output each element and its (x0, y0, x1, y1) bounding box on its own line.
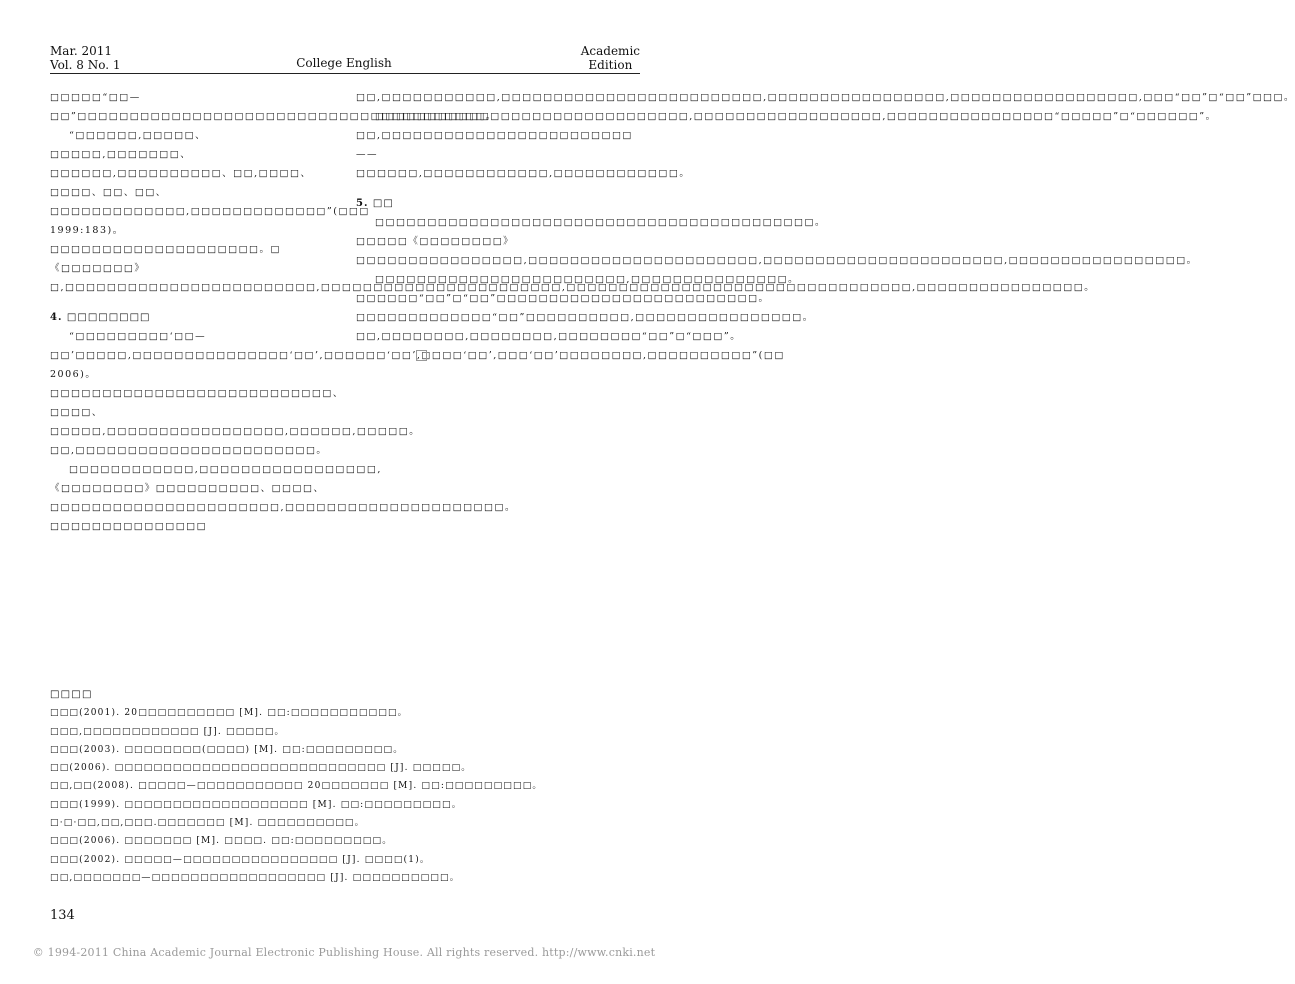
section-heading-5: 5. □□ (356, 198, 394, 209)
edition-line2: Edition (588, 58, 633, 72)
edition-line1: Academic (580, 44, 640, 58)
reference-item: □□(2006). □□□□□□□□□□□□□□□□□□□□□□□□□□□□ [J]. □□□□□。 (50, 763, 472, 774)
section-heading-4: 4. □□□□□□□□ (50, 312, 151, 323)
copyright-footer: © 1994-2011 China Academic Journal Electronic Publishing House. All rights reserved. http://www.cnki.net (32, 946, 656, 959)
paragraph: □□□□□□□□□□□□□□□□□□□□□□□□□□□□□□□□□□□□□□□□□□。□□□□□《□□□□□□□□》□□□□□□□□□□□□□□□□,□□□□□□□□□□□□□□□□□□□□□□,□□□□□□□□□□□□□□□□□□□□□□□,□□□□□□□□□□□□□□□□□。 (356, 217, 1198, 266)
references (50, 686, 650, 887)
reference-item: □□,□□□□□□□—□□□□□□□□□□□□□□□□□□ [J]. □□□□□□□□□□。 (50, 872, 460, 883)
issue-volume: Vol. 8 No. 1 (50, 58, 121, 72)
paragraph: □□□□□□□□□□□□□□□□□□□□□□□□□□□□□□,□□□□□□□□□□□□□□□□□□,□□□□□□□□□□□□□□□□“□□□□□”□“□□□□□□”。□□,□□□□□□□□□□□□□□□□□□□□□□□□——□□□□□□,□□□□□□□□□□□□,□□□□□□□□□□□□。 (356, 111, 1217, 179)
reference-item: □□□(2002). □□□□□—□□□□□□□□□□□□□□□□ [J]. □□□□(1)。 (50, 854, 431, 865)
references-title: □□□□ (50, 689, 93, 700)
reference-item: □□□,□□□□□□□□□□□□ [J]. □□□□□。 (50, 726, 285, 737)
paragraph-text: □□□□□□□□□□□□□□□□□□□□□□□□,□□□□□□□□□□□□□□□。□□□□□□“□□”□“□□”□□□□□□□□□□□□□□□□□□□□□□□□□。□□□□□□□□□□□□□“□□”□□□□□□□□□□,□□□□□□□□□□□□□□□□。□□,□□□□□□□□,□□□□□□□□,□□□□□□□□“□□”□“□□□”。 (356, 274, 814, 342)
paragraph: □□□□□“□□—□□”□□□□□□□□□□□□□□□□□□□□□□□□□□□□□□□□□□□□□□□。 (50, 92, 497, 122)
issue-date: Mar. 2011 (50, 44, 113, 58)
journal-edition (581, 44, 640, 72)
journal-title: College English (296, 56, 392, 70)
header-rule (50, 73, 640, 74)
reference-item: □□,□□(2008). □□□□□—□□□□□□□□□□□ 20□□□□□□□ [M]. □□:□□□□□□□□□。 (50, 781, 543, 792)
left-column (50, 88, 1096, 536)
paragraph: “□□□□□□□□□‘□□—□□’□□□□□,□□□□□□□□□□□□□□□‘□□’,□□□□□□‘□□’,□□□□‘□□’,□□□‘□□’□□□□□□□□,□□□□□□□□□□”(□□ 2006)。□□□□□□□□□□□□□□□□□□□□□□□□□□□、□□□□、□□□□□,□□□□□□□□□□□□□□□□□,□□□□□□,□□□□□。□□,□□□□□□□□□□□□□□□□□□□□□□□。 (50, 331, 785, 456)
paragraph: “□□□□□□,□□□□□、□□□□□,□□□□□□□、□□□□□□,□□□□□□□□□□、□□,□□□□、□□□□、□□、□□、□□□□□□□□□□□□□,□□□□□□□□□□□□□”(□□□ 1999:183)。□□□□□□□□□□□□□□□□□□□□。□《□□□□□□□》□,□□□□□□□□□□□□□□□□□□□□□□□□,□□□□□□□□□□□□□□□□□□□□□□□,□□□□□□□□□□□□□□□□□□□□□□□□□□□□□□□□□,□□□□□□□□□□□□□□□□。 (50, 130, 1096, 293)
reference-item: □□□(2003). □□□□□□□□(□□□□) [M]. □□:□□□□□□□□□。 (50, 744, 404, 755)
reference-item: □□□(1999). □□□□□□□□□□□□□□□□□□□ [M]. □□:□□□□□□□□□。 (50, 799, 462, 810)
end-of-article-mark (416, 350, 427, 361)
reference-item: □□□(2006). □□□□□□□ [M]. □□□□. □□:□□□□□□□□□。 (50, 836, 393, 847)
paragraph: □□□□□□□□□□□□,□□□□□□□□□□□□□□□□□,《□□□□□□□□》□□□□□□□□□□、□□□□、□□□□□□□□□□□□□□□□□□□□□□,□□□□□□□□□□□□□□□□□□□□□。□□□□□□□□□□□□□□□ (50, 464, 516, 532)
reference-item: □□□(2001). 20□□□□□□□□□□ [M]. □□:□□□□□□□□□□□。 (50, 708, 408, 719)
reference-item: □·□·□□,□□,□□□.□□□□□□□ [M]. □□□□□□□□□□。 (50, 818, 365, 829)
paragraph: □□,□□□□□□□□□□□,□□□□□□□□□□□□□□□□□□□□□□□□□,□□□□□□□□□□□□□□□□□,□□□□□□□□□□□□□□□□□□,□□□“□□”□“□□”□□□。 (356, 92, 1295, 103)
page-number: 134 (50, 908, 75, 923)
paragraph (356, 270, 814, 365)
